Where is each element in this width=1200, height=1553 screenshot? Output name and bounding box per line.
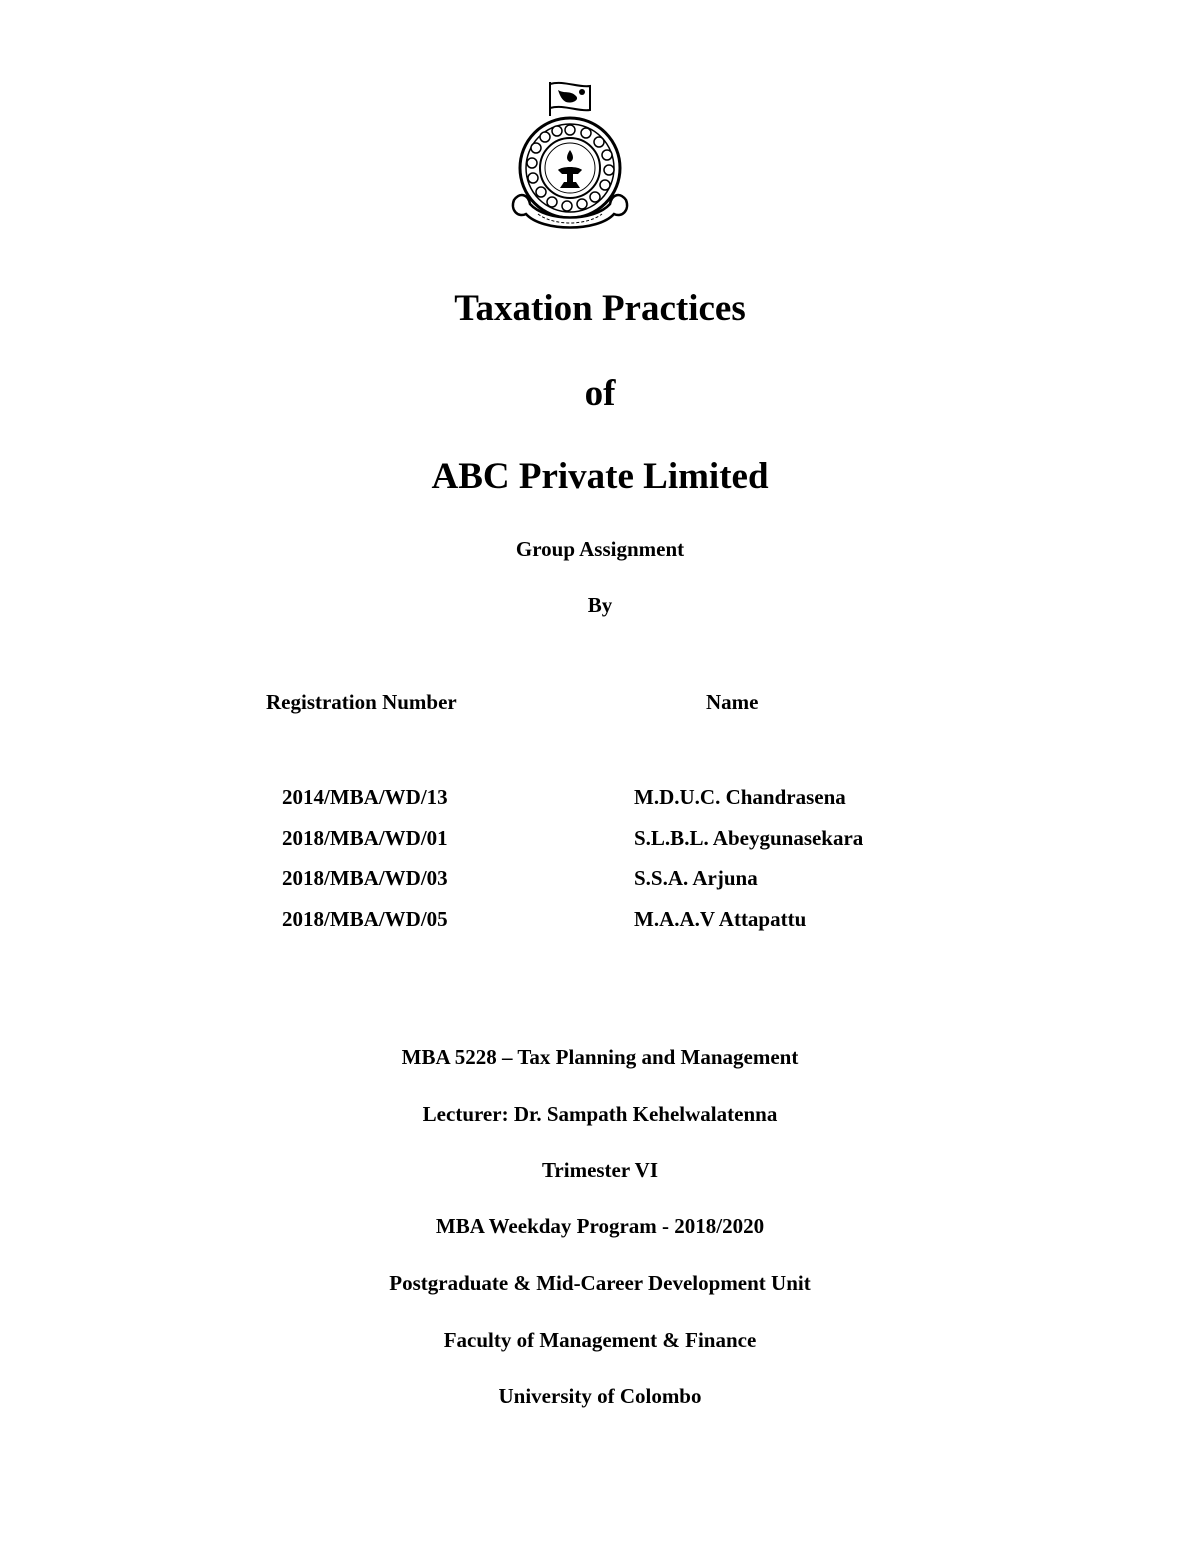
member-name: S.L.B.L. Abeygunasekara bbox=[634, 825, 864, 850]
faculty-line: Faculty of Management & Finance bbox=[443, 1328, 757, 1352]
course-line: MBA 5228 – Tax Planning and Management bbox=[401, 1045, 799, 1069]
member-row bbox=[0, 907, 1200, 948]
unit-line: Postgraduate & Mid-Career Development Unit bbox=[389, 1271, 811, 1295]
member-name: M.A.A.V Attapattu bbox=[634, 906, 807, 931]
assignment-type: Group Assignment bbox=[515, 537, 685, 561]
registration-number: 2018/MBA/WD/03 bbox=[282, 866, 448, 890]
registration-number: 2018/MBA/WD/01 bbox=[282, 825, 448, 850]
trimester-line: Trimester VI bbox=[541, 1158, 659, 1182]
registration-number: 2014/MBA/WD/13 bbox=[282, 785, 448, 809]
member-row bbox=[0, 866, 1200, 907]
title-line-1: Taxation Practices bbox=[454, 288, 746, 329]
university-crest-icon bbox=[506, 76, 634, 236]
lecturer-line: Lecturer: Dr. Sampath Kehelwalatenna bbox=[422, 1102, 778, 1126]
title-line-3: ABC Private Limited bbox=[431, 456, 769, 497]
member-name: M.D.U.C. Chandrasena bbox=[634, 785, 846, 809]
member-list bbox=[0, 785, 1200, 947]
member-name: S.S.A. Arjuna bbox=[634, 866, 758, 890]
title-line-2: of bbox=[584, 373, 616, 414]
member-row bbox=[0, 785, 1200, 826]
member-row bbox=[0, 826, 1200, 867]
by-label: By bbox=[587, 593, 613, 617]
registration-number: 2018/MBA/WD/05 bbox=[282, 906, 448, 931]
registration-number-header: Registration Number bbox=[266, 690, 457, 714]
name-header: Name bbox=[706, 690, 759, 714]
program-line: MBA Weekday Program - 2018/2020 bbox=[435, 1214, 765, 1238]
university-line: University of Colombo bbox=[498, 1384, 702, 1408]
